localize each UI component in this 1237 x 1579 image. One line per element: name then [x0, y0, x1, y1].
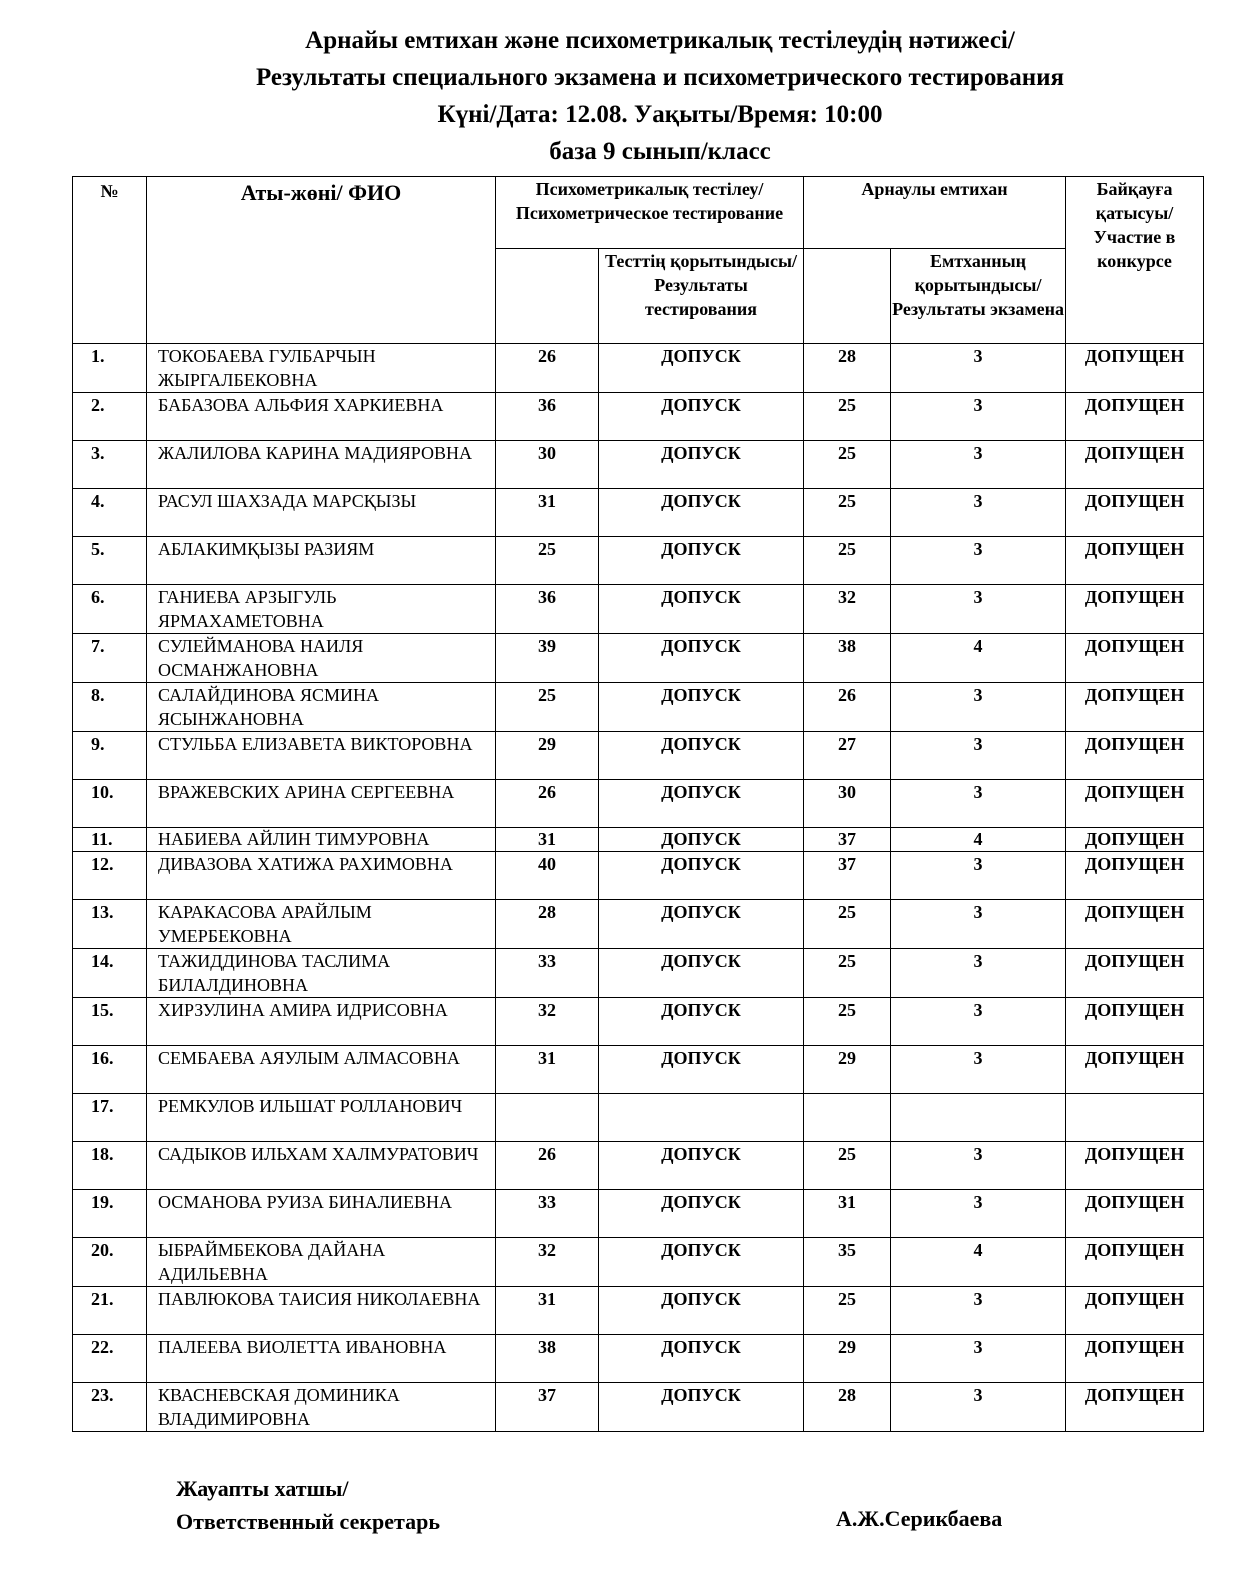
document-header [0, 22, 1237, 170]
row-number: 13. [73, 900, 147, 949]
row-participation: ДОПУЩЕН [1066, 780, 1204, 828]
table-row [73, 732, 1204, 780]
row-participation: ДОПУЩЕН [1066, 441, 1204, 489]
row-number: 6. [73, 585, 147, 634]
table-row [73, 1046, 1204, 1094]
row-name: ЫБРАЙМБЕКОВА ДАЙАНА АДИЛЬЕВНА [147, 1238, 496, 1287]
row-psycho-result: ДОПУСК [599, 393, 804, 441]
row-exam-score: 29 [804, 1046, 891, 1094]
date-time-line: Күні/Дата: 12.08. Уақыты/Время: 10:00 [437, 101, 883, 128]
table-row [73, 441, 1204, 489]
row-psycho-result: ДОПУСК [599, 634, 804, 683]
row-name: ОСМАНОВА РУИЗА БИНАЛИЕВНА [147, 1190, 496, 1238]
row-exam-score [804, 1094, 891, 1142]
table-row [73, 1335, 1204, 1383]
row-exam-result: 3 [891, 344, 1066, 393]
row-psycho-score: 28 [496, 900, 599, 949]
header-fio: Аты-жөні/ ФИО [147, 177, 496, 344]
row-exam-score: 25 [804, 537, 891, 585]
row-number: 10. [73, 780, 147, 828]
row-psycho-result: ДОПУСК [599, 1046, 804, 1094]
table-row [73, 1383, 1204, 1432]
table-row [73, 344, 1204, 393]
row-psycho-result: ДОПУСК [599, 1190, 804, 1238]
row-psycho-score: 25 [496, 683, 599, 732]
table-row [73, 828, 1204, 852]
header-number: № [73, 177, 147, 344]
table-row [73, 998, 1204, 1046]
row-number: 3. [73, 441, 147, 489]
row-number: 1. [73, 344, 147, 393]
row-participation: ДОПУЩЕН [1066, 344, 1204, 393]
row-psycho-score: 32 [496, 1238, 599, 1287]
row-exam-result: 3 [891, 1383, 1066, 1432]
row-exam-score: 25 [804, 489, 891, 537]
row-exam-result: 3 [891, 732, 1066, 780]
row-psycho-result: ДОПУСК [599, 780, 804, 828]
row-exam-result: 3 [891, 1142, 1066, 1190]
row-psycho-score: 36 [496, 585, 599, 634]
row-exam-result: 3 [891, 1287, 1066, 1335]
row-psycho-score: 32 [496, 998, 599, 1046]
row-psycho-result: ДОПУСК [599, 998, 804, 1046]
row-name: ХИРЗУЛИНА АМИРА ИДРИСОВНА [147, 998, 496, 1046]
row-exam-result: 3 [891, 998, 1066, 1046]
table-row [73, 393, 1204, 441]
row-number: 9. [73, 732, 147, 780]
row-name: АБЛАКИМҚЫЗЫ РАЗИЯМ [147, 537, 496, 585]
row-psycho-score: 36 [496, 393, 599, 441]
table-row [73, 537, 1204, 585]
row-exam-result: 3 [891, 780, 1066, 828]
row-number: 7. [73, 634, 147, 683]
row-psycho-result: ДОПУСК [599, 683, 804, 732]
row-psycho-result: ДОПУСК [599, 344, 804, 393]
row-number: 20. [73, 1238, 147, 1287]
row-participation: ДОПУЩЕН [1066, 634, 1204, 683]
row-exam-result: 3 [891, 393, 1066, 441]
row-participation: ДОПУЩЕН [1066, 585, 1204, 634]
row-name: ДИВАЗОВА ХАТИЖА РАХИМОВНА [147, 852, 496, 900]
table-row [73, 1287, 1204, 1335]
row-exam-result: 3 [891, 537, 1066, 585]
row-psycho-result: ДОПУСК [599, 852, 804, 900]
row-name: ЖАЛИЛОВА КАРИНА МАДИЯРОВНА [147, 441, 496, 489]
row-name: САЛАЙДИНОВА ЯСМИНА ЯСЫНЖАНОВНА [147, 683, 496, 732]
table-row [73, 1142, 1204, 1190]
row-exam-score: 26 [804, 683, 891, 732]
responsible-secretary-ru: Ответственный секретарь [176, 1509, 440, 1534]
row-name: КВАСНЕВСКАЯ ДОМИНИКА ВЛАДИМИРОВНА [147, 1383, 496, 1432]
row-exam-result: 3 [891, 1046, 1066, 1094]
class-line: база 9 сынып/класс [549, 138, 771, 165]
row-psycho-result: ДОПУСК [599, 1287, 804, 1335]
row-exam-score: 25 [804, 1142, 891, 1190]
row-psycho-score: 39 [496, 634, 599, 683]
row-name: РАСУЛ ШАХЗАДА МАРСҚЫЗЫ [147, 489, 496, 537]
row-psycho-result: ДОПУСК [599, 441, 804, 489]
row-participation: ДОПУЩЕН [1066, 1383, 1204, 1432]
row-number: 17. [73, 1094, 147, 1142]
row-name: РЕМКУЛОВ ИЛЬШАТ РОЛЛАНОВИЧ [147, 1094, 496, 1142]
row-psycho-score [496, 1094, 599, 1142]
row-exam-result: 3 [891, 441, 1066, 489]
header-special-exam: Арнаулы емтихан [804, 177, 1066, 249]
row-psycho-score: 31 [496, 828, 599, 852]
row-psycho-score: 38 [496, 1335, 599, 1383]
header-psychometric: Психометрикалық тестілеу/ Психометрическое тестирование [496, 177, 804, 249]
row-participation [1066, 1094, 1204, 1142]
row-psycho-result: ДОПУСК [599, 537, 804, 585]
row-exam-result: 3 [891, 489, 1066, 537]
row-exam-result: 4 [891, 1238, 1066, 1287]
row-psycho-score: 37 [496, 1383, 599, 1432]
row-exam-score: 25 [804, 900, 891, 949]
header-participation: Байқауға қатысуы/ Участие в конкурсе [1066, 177, 1204, 344]
table-row [73, 1238, 1204, 1287]
row-name: ПАВЛЮКОВА ТАИСИЯ НИКОЛАЕВНА [147, 1287, 496, 1335]
table-row [73, 949, 1204, 998]
row-exam-result: 3 [891, 949, 1066, 998]
row-exam-result: 3 [891, 585, 1066, 634]
row-participation: ДОПУЩЕН [1066, 1190, 1204, 1238]
row-psycho-score: 31 [496, 489, 599, 537]
row-exam-result [891, 1094, 1066, 1142]
row-exam-score: 32 [804, 585, 891, 634]
row-name: ВРАЖЕВСКИХ АРИНА СЕРГЕЕВНА [147, 780, 496, 828]
row-exam-score: 38 [804, 634, 891, 683]
row-participation: ДОПУЩЕН [1066, 900, 1204, 949]
row-number: 14. [73, 949, 147, 998]
row-psycho-score: 26 [496, 1142, 599, 1190]
row-name: ГАНИЕВА АРЗЫГУЛЬ ЯРМАХАМЕТОВНА [147, 585, 496, 634]
row-number: 16. [73, 1046, 147, 1094]
row-number: 2. [73, 393, 147, 441]
row-exam-result: 4 [891, 634, 1066, 683]
row-psycho-result: ДОПУСК [599, 732, 804, 780]
row-participation: ДОПУЩЕН [1066, 949, 1204, 998]
row-exam-result: 3 [891, 683, 1066, 732]
row-exam-score: 25 [804, 393, 891, 441]
row-psycho-score: 33 [496, 1190, 599, 1238]
table-row [73, 852, 1204, 900]
row-exam-score: 30 [804, 780, 891, 828]
row-exam-result: 3 [891, 1190, 1066, 1238]
row-psycho-result [599, 1094, 804, 1142]
header-psycho-result: Тесттің қорытындысы/ Результаты тестирования [599, 249, 804, 344]
row-psycho-result: ДОПУСК [599, 949, 804, 998]
row-number: 21. [73, 1287, 147, 1335]
row-exam-score: 28 [804, 1383, 891, 1432]
row-psycho-result: ДОПУСК [599, 900, 804, 949]
results-table [72, 176, 1204, 1432]
row-exam-result: 3 [891, 1335, 1066, 1383]
row-exam-score: 28 [804, 344, 891, 393]
row-psycho-score: 30 [496, 441, 599, 489]
row-name: НАБИЕВА АЙЛИН ТИМУРОВНА [147, 828, 496, 852]
row-name: СТУЛЬБА ЕЛИЗАВЕТА ВИКТОРОВНА [147, 732, 496, 780]
row-name: ТОКОБАЕВА ГУЛБАРЧЫН ЖЫРГАЛБЕКОВНА [147, 344, 496, 393]
row-exam-result: 4 [891, 828, 1066, 852]
row-exam-score: 25 [804, 998, 891, 1046]
row-participation: ДОПУЩЕН [1066, 489, 1204, 537]
row-name: СЕМБАЕВА АЯУЛЫМ АЛМАСОВНА [147, 1046, 496, 1094]
row-number: 8. [73, 683, 147, 732]
row-psycho-score: 33 [496, 949, 599, 998]
row-name: САДЫКОВ ИЛЬХАМ ХАЛМУРАТОВИЧ [147, 1142, 496, 1190]
row-exam-score: 31 [804, 1190, 891, 1238]
title-line-2: Результаты специального экзамена и психометрического тестирования [255, 64, 1065, 91]
row-exam-result: 3 [891, 852, 1066, 900]
row-psycho-result: ДОПУСК [599, 1335, 804, 1383]
row-name: ПАЛЕЕВА ВИОЛЕТТА ИВАНОВНА [147, 1335, 496, 1383]
row-participation: ДОПУЩЕН [1066, 1287, 1204, 1335]
row-participation: ДОПУЩЕН [1066, 852, 1204, 900]
table-row [73, 683, 1204, 732]
row-psycho-score: 31 [496, 1046, 599, 1094]
table-row [73, 900, 1204, 949]
row-exam-score: 37 [804, 828, 891, 852]
header-exam-score [804, 249, 891, 344]
row-number: 15. [73, 998, 147, 1046]
row-exam-score: 35 [804, 1238, 891, 1287]
row-exam-score: 27 [804, 732, 891, 780]
row-psycho-score: 25 [496, 537, 599, 585]
row-participation: ДОПУЩЕН [1066, 683, 1204, 732]
table-row [73, 780, 1204, 828]
row-psycho-result: ДОПУСК [599, 585, 804, 634]
row-participation: ДОПУЩЕН [1066, 393, 1204, 441]
responsible-secretary-kz: Жауапты хатшы/ [176, 1476, 349, 1501]
row-exam-score: 25 [804, 1287, 891, 1335]
row-participation: ДОПУЩЕН [1066, 732, 1204, 780]
row-name: СУЛЕЙМАНОВА НАИЛЯ ОСМАНЖАНОВНА [147, 634, 496, 683]
row-participation: ДОПУЩЕН [1066, 1335, 1204, 1383]
row-participation: ДОПУЩЕН [1066, 998, 1204, 1046]
row-number: 22. [73, 1335, 147, 1383]
row-name: ТАЖИДДИНОВА ТАСЛИМА БИЛАЛДИНОВНА [147, 949, 496, 998]
table-row [73, 634, 1204, 683]
results-body [73, 344, 1204, 1432]
row-name: БАБАЗОВА АЛЬФИЯ ХАРКИЕВНА [147, 393, 496, 441]
row-name: КАРАКАСОВА АРАЙЛЫМ УМЕРБЕКОВНА [147, 900, 496, 949]
row-number: 19. [73, 1190, 147, 1238]
row-number: 12. [73, 852, 147, 900]
row-psycho-score: 29 [496, 732, 599, 780]
table-row [73, 1190, 1204, 1238]
row-number: 5. [73, 537, 147, 585]
signatory-name: А.Ж.Серикбаева [836, 1506, 1003, 1531]
row-psycho-score: 40 [496, 852, 599, 900]
table-row [73, 585, 1204, 634]
row-participation: ДОПУЩЕН [1066, 1046, 1204, 1094]
row-number: 11. [73, 828, 147, 852]
row-participation: ДОПУЩЕН [1066, 1142, 1204, 1190]
row-participation: ДОПУЩЕН [1066, 537, 1204, 585]
row-psycho-score: 26 [496, 344, 599, 393]
row-number: 18. [73, 1142, 147, 1190]
row-psycho-result: ДОПУСК [599, 1238, 804, 1287]
row-psycho-score: 31 [496, 1287, 599, 1335]
row-exam-score: 29 [804, 1335, 891, 1383]
row-exam-score: 37 [804, 852, 891, 900]
table-row [73, 489, 1204, 537]
row-psycho-result: ДОПУСК [599, 1383, 804, 1432]
row-exam-score: 25 [804, 441, 891, 489]
row-exam-result: 3 [891, 900, 1066, 949]
header-psycho-score [496, 249, 599, 344]
row-number: 23. [73, 1383, 147, 1432]
row-exam-score: 25 [804, 949, 891, 998]
row-psycho-result: ДОПУСК [599, 828, 804, 852]
table-row [73, 1094, 1204, 1142]
row-psycho-result: ДОПУСК [599, 489, 804, 537]
row-participation: ДОПУЩЕН [1066, 1238, 1204, 1287]
row-psycho-result: ДОПУСК [599, 1142, 804, 1190]
row-participation: ДОПУЩЕН [1066, 828, 1204, 852]
header-exam-result: Емтханның қорытындысы/ Результаты экзамена [891, 249, 1066, 344]
title-line-1: Арнайы емтихан және психометрикалық тестілеудің нәтижесі/ [305, 27, 1015, 54]
row-number: 4. [73, 489, 147, 537]
row-psycho-score: 26 [496, 780, 599, 828]
